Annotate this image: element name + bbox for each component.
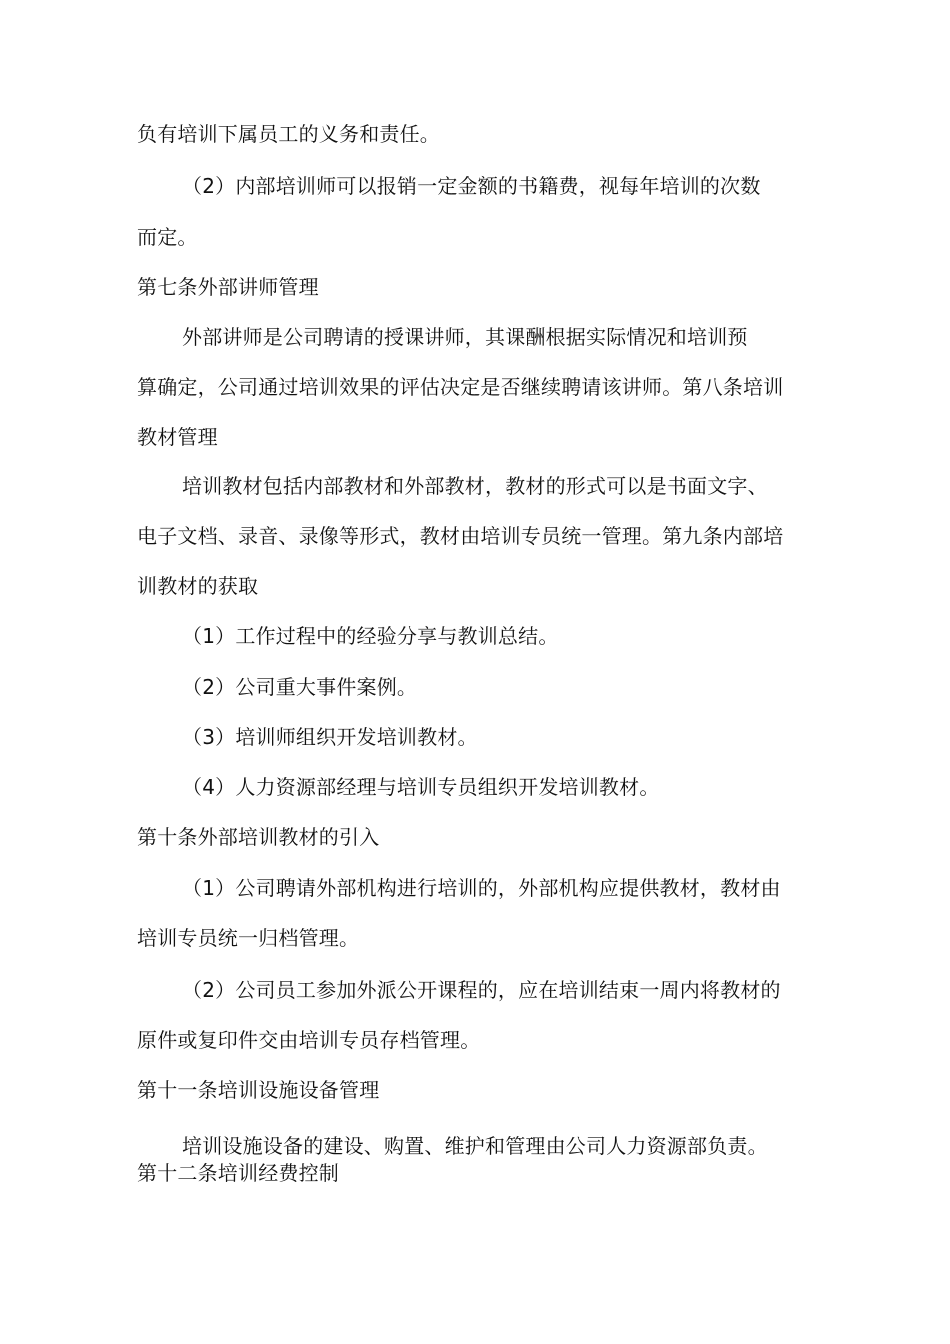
text-line: 而定。 bbox=[137, 225, 198, 249]
text-line: 外部讲师是公司聘请的授课讲师，其课酬根据实际情况和培训预 bbox=[182, 325, 748, 349]
list-item: （4）人力资源部经理与培训专员组织开发培训教材。 bbox=[182, 775, 660, 799]
list-item: （2）公司重大事件案例。 bbox=[182, 675, 418, 699]
section-heading: 第七条外部讲师管理 bbox=[137, 275, 319, 299]
section-heading: 第十一条培训设施设备管理 bbox=[137, 1078, 380, 1102]
list-item: （3）培训师组织开发培训教材。 bbox=[182, 725, 478, 749]
text-line: 教材管理 bbox=[137, 425, 218, 449]
list-item: （1）公司聘请外部机构进行培训的，外部机构应提供教材，教材由 bbox=[182, 876, 781, 900]
text-line: 培训设施设备的建设、购置、维护和管理由公司人力资源部负责。 bbox=[182, 1134, 768, 1158]
text-line: 电子文档、录音、录像等形式，教材由培训专员统一管理。第九条内部培 bbox=[137, 524, 784, 548]
text-line: 原件或复印件交由培训专员存档管理。 bbox=[137, 1028, 481, 1052]
text-line: （2）内部培训师可以报销一定金额的书籍费，视每年培训的次数 bbox=[182, 174, 761, 198]
list-item: （2）公司员工参加外派公开课程的，应在培训结束一周内将教材的 bbox=[182, 978, 781, 1002]
list-item: （1）工作过程中的经验分享与教训总结。 bbox=[182, 624, 559, 648]
text-line: 训教材的获取 bbox=[137, 574, 259, 598]
text-line: 培训教材包括内部教材和外部教材，教材的形式可以是书面文字、 bbox=[182, 474, 768, 498]
text-line: 负有培训下属员工的义务和责任。 bbox=[137, 122, 440, 146]
text-line: 培训专员统一归档管理。 bbox=[137, 926, 360, 950]
text-line: 算确定，公司通过培训效果的评估决定是否继续聘请该讲师。第八条培训 bbox=[137, 375, 784, 399]
section-heading: 第十条外部培训教材的引入 bbox=[137, 825, 380, 849]
section-heading: 第十二条培训经费控制 bbox=[137, 1161, 339, 1185]
